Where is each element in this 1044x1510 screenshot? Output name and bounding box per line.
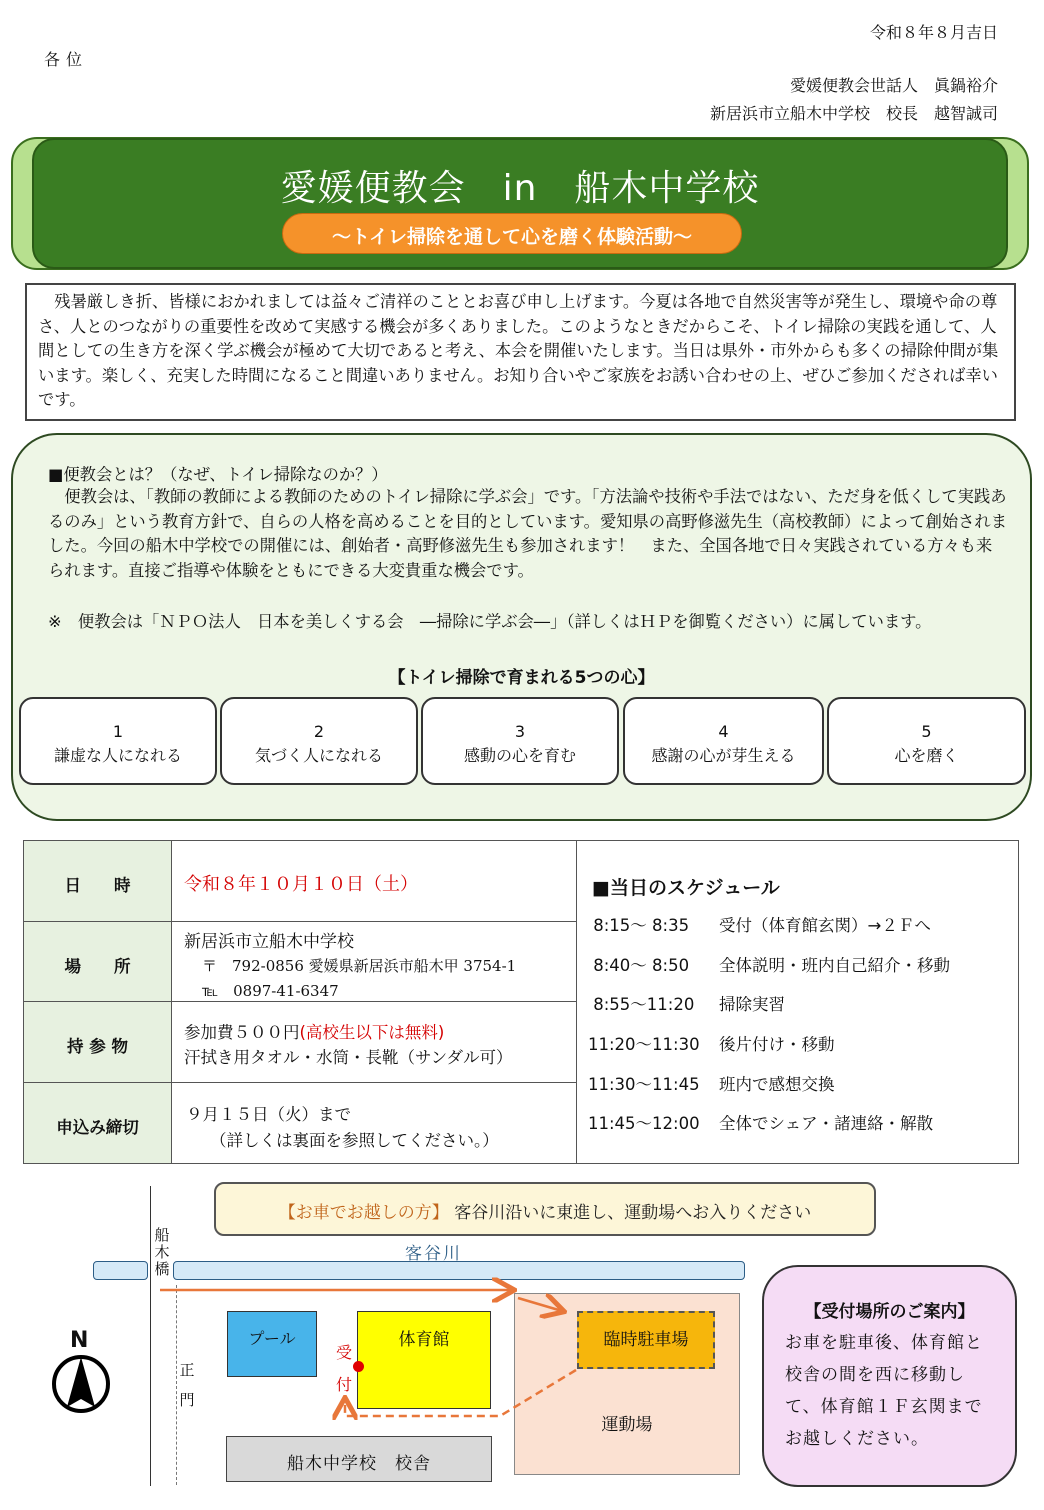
deadline-label: 申込み締切	[24, 1083, 172, 1163]
schedule-time: 8:15～ 8:35	[588, 916, 690, 935]
deadline-row	[24, 1083, 577, 1163]
temporary-parking-label: 臨時駐車場	[603, 1330, 689, 1350]
place-label: 場 所	[24, 922, 172, 1001]
place-name: 新居浜市立船木中学校	[184, 932, 354, 952]
reception-label: 受付	[335, 1343, 352, 1394]
schedule-event: 班内で感想交換	[719, 1075, 835, 1094]
schedule-time: 11:30～11:45	[588, 1075, 700, 1094]
schedule-event: 全体説明・班内自己紹介・移動	[719, 956, 950, 975]
issue-date: 令和８年８月吉日	[869, 23, 998, 42]
heart-card-4	[623, 697, 824, 785]
recipients: 各位	[44, 50, 89, 69]
page-subtitle: ～トイレ掃除を通して心を磨く体験活動～	[331, 226, 693, 248]
items-row	[24, 1002, 577, 1083]
sender-line-2: 新居浜市立船木中学校 校長 越智誠司	[709, 104, 998, 123]
items-label: 持 参 物	[24, 1002, 172, 1082]
reception-guide-title: 【受付場所のご案内】	[804, 1302, 975, 1322]
pool-label: プール	[248, 1329, 296, 1348]
sender-line-1: 愛媛便教会世話人 眞鍋裕介	[789, 76, 998, 95]
schedule-row	[588, 1031, 835, 1055]
schedule-row	[588, 952, 950, 976]
school-building-label: 船木中学校 校舎	[287, 1454, 431, 1474]
route-arrow-parking	[518, 1298, 562, 1311]
schedule-event: 全体でシェア・諸連絡・解散	[719, 1114, 934, 1133]
schedule-title: ■当日のスケジュール	[592, 877, 780, 899]
fee: 参加費５００円	[184, 1023, 300, 1042]
schedule-event: 後片付け・移動	[719, 1035, 835, 1054]
walking-route-arrow	[345, 1370, 576, 1416]
schedule-row	[588, 1071, 835, 1095]
about-note: ※ 便教会は「ＮＰＯ法人 日本を美しくする会 ―掃除に学ぶ会―」（詳しくはＨＰを御覧ください）に属しています。	[48, 612, 932, 631]
about-heading: ■便教会とは？（なぜ、トイレ掃除なのか？）	[48, 465, 388, 484]
gymnasium-label: 体育館	[398, 1330, 450, 1350]
datetime-label: 日 時	[24, 841, 172, 921]
heart-number: 5	[921, 722, 932, 741]
heart-number: 4	[718, 722, 729, 741]
schedule-row	[588, 912, 931, 936]
heart-text: 感動の心を育む	[463, 746, 576, 765]
datetime-value: 令和８年１０月１０日（土）	[184, 874, 418, 895]
heart-card-2	[220, 697, 418, 785]
about-body: 便教会は、「教師の教師による教師のためのトイレ掃除に学ぶ会」です。「方法論や技術や手法ではない、ただ身を低くして実践あるのみ」という教育方針で、自らの人格を高めることを目的としています。愛知県の高野修滋先生（高校教師）によって創始されました。今回の船木中学校での開催には、創始者・高野修滋先生も参加されます！ また、全国各地で日々実践されている方々も来られます。直接ご指導や体験をともにできる大変貴重な機会です。	[48, 487, 1007, 580]
place-postal: 〒 792-0856 愛媛県新居浜市船木甲 3754-1	[202, 957, 517, 975]
heart-text: 心を磨く	[894, 746, 959, 765]
heart-text: 気づく人になれる	[254, 746, 383, 765]
place-tel: ℡ 0897-41-6347	[202, 982, 339, 1000]
schedule-row	[588, 991, 785, 1015]
heart-card-1	[19, 697, 217, 785]
schedule-time: 11:20～11:30	[588, 1035, 700, 1054]
schedule-time: 8:40～ 8:50	[588, 956, 690, 975]
reception-guide-text: お車を駐車後、体育館と校舎の間を西に移動して、体育館１Ｆ玄関までお越しください。	[785, 1333, 983, 1449]
river-label: 客谷川	[405, 1244, 462, 1264]
heart-number: 1	[112, 722, 124, 741]
heart-card-3	[421, 697, 619, 785]
intro-text: 残暑厳しき折、皆様におかれましては益々ご清祥のこととお喜び申し上げます。今夏は各地で自然災害等が発生し、環境や命の尊さ、人とのつながりの重要性を改めて実感する機会が多くありました。このようなときだからこそ、トイレ掃除の実践を通して、人間としての生き方を深く学ぶ機会が極めて大切であると考え、本会を開催いたします。当日は県外・市外からも多くの掃除仲間が集います。楽しく、充実した時間になること間違いありません。お知り合いやご家族をお誘い合わせの上、ぜひご参加くだされば幸いです。	[38, 292, 999, 409]
north-label: N	[70, 1328, 89, 1353]
heart-card-5	[827, 697, 1026, 785]
schedule-time: 11:45～12:00	[588, 1114, 700, 1133]
schedule-row	[588, 1110, 933, 1134]
schedule-time: 8:55～11:20	[588, 995, 695, 1014]
datetime-row	[24, 841, 577, 922]
deadline-note: （詳しくは裏面を参照してください。）	[210, 1131, 499, 1150]
car-access-message: 客谷川沿いに東進し、運動場へお入りください	[454, 1203, 812, 1223]
main-gate-label: 正門	[179, 1361, 195, 1409]
table-divider	[576, 840, 577, 1164]
fee-note: (高校生以下は無料)	[299, 1023, 445, 1042]
page-title: 愛媛便教会 in 船木中学校	[280, 168, 760, 209]
five-hearts-title: 【トイレ掃除で育まれる5つの心】	[388, 668, 655, 688]
heart-number: 3	[514, 722, 526, 741]
items-value: 汗拭き用タオル・水筒・長靴（サンダル可）	[184, 1048, 513, 1067]
heart-number: 2	[313, 722, 325, 741]
schedule-event: 受付（体育館玄関）→２Ｆへ	[719, 916, 931, 935]
schedule-event: 掃除実習	[719, 995, 785, 1014]
sports-ground-label: 運動場	[601, 1415, 653, 1435]
fee-line	[184, 1019, 444, 1043]
bridge-label: 船木橋	[154, 1226, 170, 1278]
car-access-prefix: 【お車でお越しの方】	[278, 1203, 449, 1223]
heart-text: 感謝の心が芽生える	[651, 746, 796, 765]
heart-text: 謙虚な人になれる	[53, 746, 182, 765]
place-row	[24, 922, 577, 1002]
map-arrows	[0, 1180, 760, 1510]
deadline-value: ９月１５日（火）まで	[186, 1105, 351, 1124]
